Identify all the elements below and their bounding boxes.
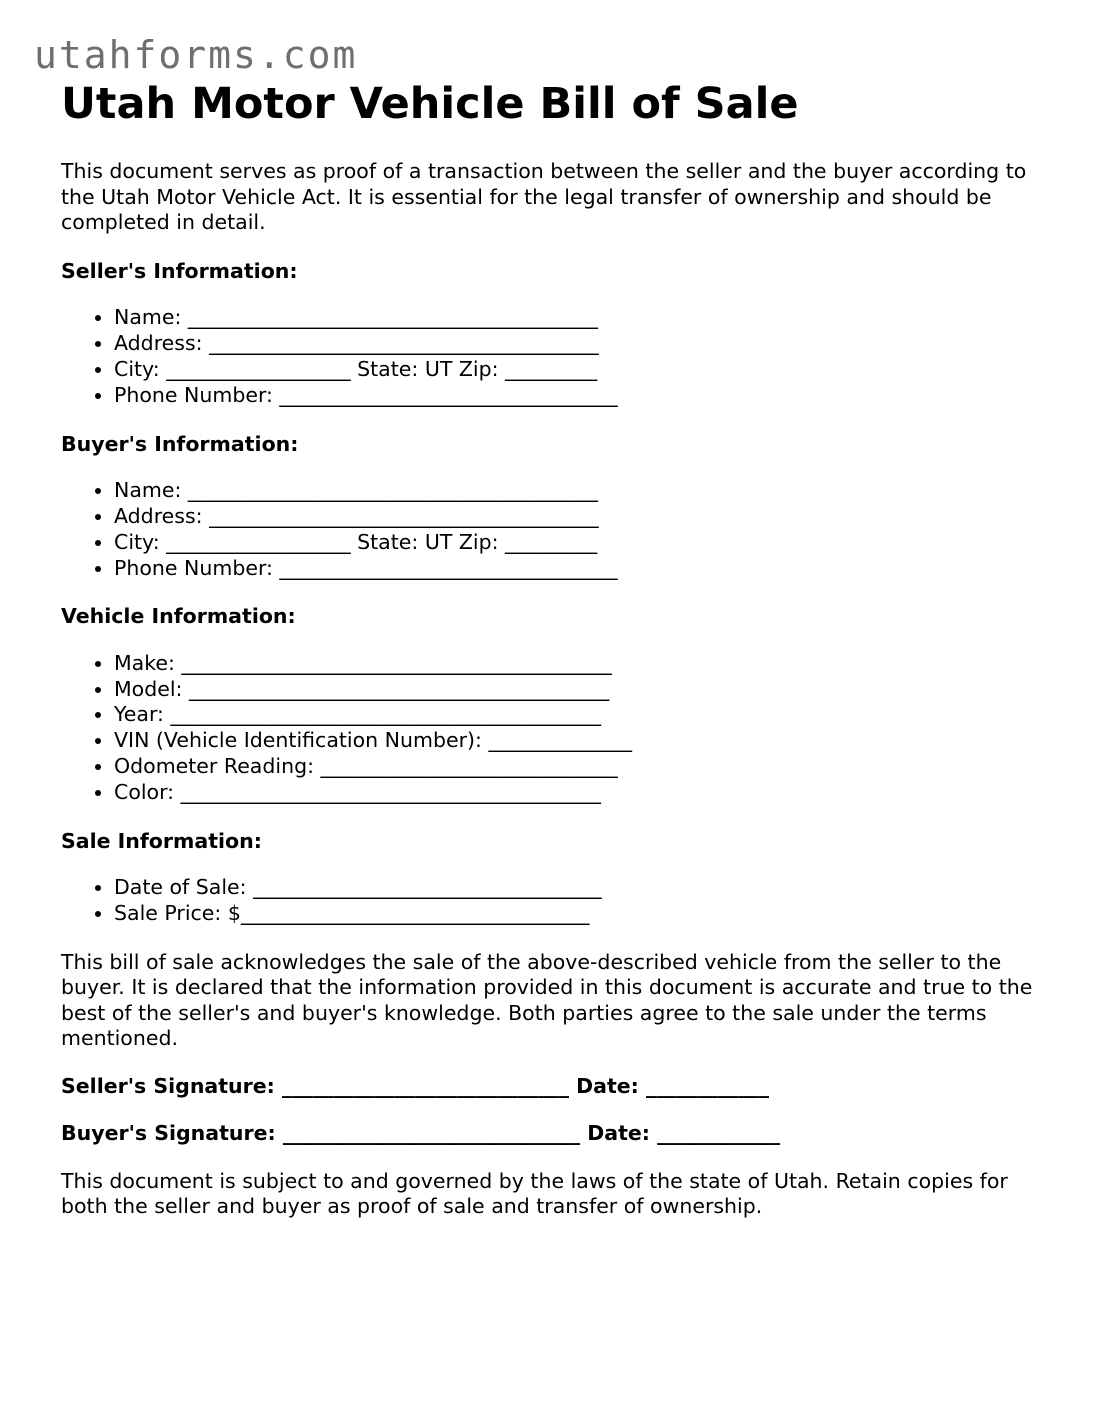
vehicle-model-field[interactable]: • Model: _________________________________________ bbox=[114, 677, 1051, 703]
buyer-name-field[interactable]: • Name: ________________________________________ bbox=[114, 478, 1051, 504]
sale-price-field[interactable]: • Sale Price: $__________________________________ bbox=[114, 901, 1051, 927]
seller-address-field[interactable]: • Address: ______________________________________ bbox=[114, 331, 1051, 357]
intro-paragraph: This document serves as proof of a transaction between the seller and the buyer according to the Utah Motor Vehicle Act. It is essential for the legal transfer of ownership and should be completed in detail. bbox=[61, 159, 1027, 235]
buyer-info-heading: Buyer's Information: bbox=[61, 431, 299, 456]
footer-paragraph: This document is subject to and governed by the laws of the state of Utah. Retain copies for both the seller and buyer as proof of sale and transfer of ownership. bbox=[61, 1168, 1008, 1219]
sale-info-list bbox=[61, 875, 1051, 927]
seller-name-field[interactable]: • Name: ________________________________________ bbox=[114, 305, 1051, 331]
vehicle-odometer-field[interactable]: • Odometer Reading: _____________________________ bbox=[114, 754, 1051, 780]
buyer-signature-line[interactable]: Buyer's Signature: _____________________________ Date: ____________ bbox=[61, 1121, 781, 1146]
vehicle-make-field[interactable]: • Make: __________________________________________ bbox=[114, 651, 1051, 677]
vehicle-color-field[interactable]: • Color: _________________________________________ bbox=[114, 780, 1051, 806]
seller-city-state-zip-field[interactable]: • City: __________________ State: UT Zip: _________ bbox=[114, 357, 1051, 383]
sale-date-field[interactable]: • Date of Sale: __________________________________ bbox=[114, 875, 1051, 901]
document-title: Utah Motor Vehicle Bill of Sale bbox=[61, 79, 799, 129]
document-page bbox=[61, 80, 1051, 1220]
seller-phone-field[interactable]: • Phone Number: _________________________________ bbox=[114, 383, 1051, 409]
vehicle-info-heading: Vehicle Information: bbox=[61, 604, 296, 629]
seller-signature-line[interactable]: Seller's Signature: ____________________________ Date: ____________ bbox=[61, 1073, 770, 1098]
acknowledgment-paragraph: This bill of sale acknowledges the sale of the above-described vehicle from the seller to the buyer. It is declared that the information provided in this document is accurate and true to the best of the seller's and buyer's knowledge. Both parties agree to the sale under the terms mentioned. bbox=[61, 949, 1033, 1051]
vehicle-info-list bbox=[61, 651, 1051, 806]
buyer-city-state-zip-field[interactable]: • City: __________________ State: UT Zip: _________ bbox=[114, 530, 1051, 556]
vehicle-vin-field[interactable]: • VIN (Vehicle Identification Number): ______________ bbox=[114, 728, 1051, 754]
buyer-address-field[interactable]: • Address: ______________________________________ bbox=[114, 504, 1051, 530]
buyer-phone-field[interactable]: • Phone Number: _________________________________ bbox=[114, 556, 1051, 582]
buyer-info-list bbox=[61, 478, 1051, 581]
seller-info-list bbox=[61, 305, 1051, 408]
seller-info-heading: Seller's Information: bbox=[61, 258, 298, 283]
watermark-logo: utahforms.com bbox=[34, 33, 358, 77]
vehicle-year-field[interactable]: • Year: __________________________________________ bbox=[114, 702, 1051, 728]
sale-info-heading: Sale Information: bbox=[61, 828, 262, 853]
